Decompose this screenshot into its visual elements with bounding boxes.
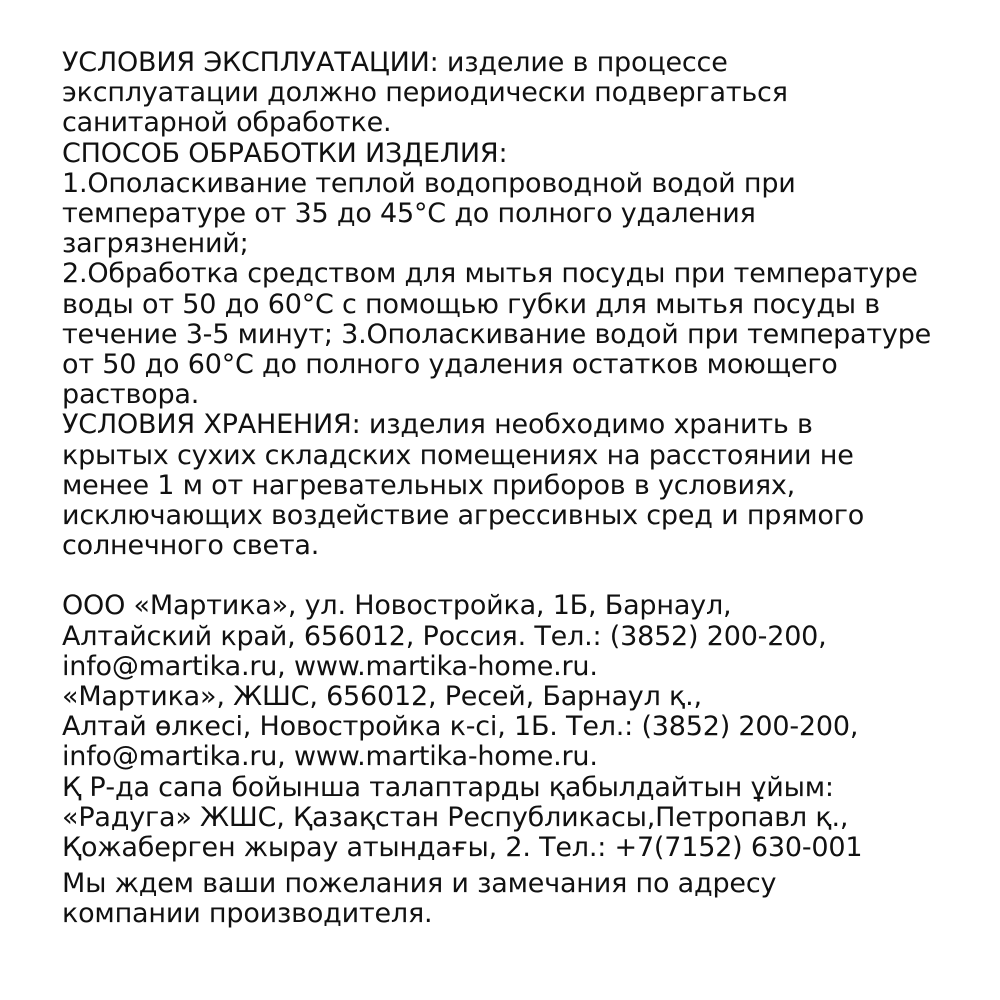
text-line: 1.Ополаскивание теплой водопроводной водой при [62,167,796,199]
storage-conditions-section [62,410,988,561]
label-text-document [62,48,988,930]
text-line: исключающих воздействие агрессивных сред и прямого [62,500,865,532]
section-spacer [62,561,988,591]
text-line: Алтайский край, 656012, Россия. Тел.: (3852) 200-200, [62,620,827,652]
feedback-note-section [62,869,988,929]
text-line: Қ Р-да сапа бойынша талаптарды қабылдайтын ұйым: [62,771,834,803]
text-line: от 50 до 60°С до полного удаления остатков моющего [62,349,838,381]
text-line: «Радуга» ЖШС, Қазақстан Республикасы,Петропавл қ., [62,801,849,833]
text-line: компании производителя. [62,898,433,930]
text-line: санитарной обработке. [62,107,392,139]
text-line: «Мартика», ЖШС, 656012, Ресей, Барнаул қ., [62,681,702,713]
text-line: СПОСОБ ОБРАБОТКИ ИЗДЕЛИЯ: [62,137,508,169]
text-line: info@martika.ru, www.martika-home.ru. [62,650,598,682]
text-line: воды от 50 до 60°С с помощью губки для мытья посуды в [62,288,881,320]
text-line: ООО «Мартика», ул. Новостройка, 1Б, Барнаул, [62,590,732,622]
text-line: менее 1 м от нагревательных приборов в условиях, [62,469,796,501]
text-line: эксплуатации должно периодически подвергаться [62,77,788,109]
text-line: Қожаберген жырау атындағы, 2. Тел.: +7(7152) 630-001 [62,832,863,864]
manufacturer-info-section [62,591,988,863]
text-line: 2.Обработка средством для мытья посуды при температуре [62,258,918,290]
text-line: info@martika.ru, www.martika-home.ru. [62,741,598,773]
processing-method-section [62,139,988,411]
text-line: крытых сухих складских помещениях на расстоянии не [62,439,854,471]
text-line: течение 3-5 минут; 3.Ополаскивание водой при температуре [62,318,932,350]
text-line: загрязнений; [62,228,249,260]
text-line: солнечного света. [62,530,320,562]
text-line: Мы ждем ваши пожелания и замечания по адресу [62,868,777,900]
text-line: УСЛОВИЯ ЭКСПЛУАТАЦИИ: изделие в процессе [62,47,728,78]
text-line: Алтай өлкесі, Новостройка к-сі, 1Б. Тел.: (3852) 200-200, [62,711,859,743]
text-line: температуре от 35 до 45°С до полного удаления [62,198,756,230]
text-line: УСЛОВИЯ ХРАНЕНИЯ: изделия необходимо хранить в [62,409,813,441]
operating-conditions-section [62,48,988,139]
text-line: раствора. [62,379,200,411]
